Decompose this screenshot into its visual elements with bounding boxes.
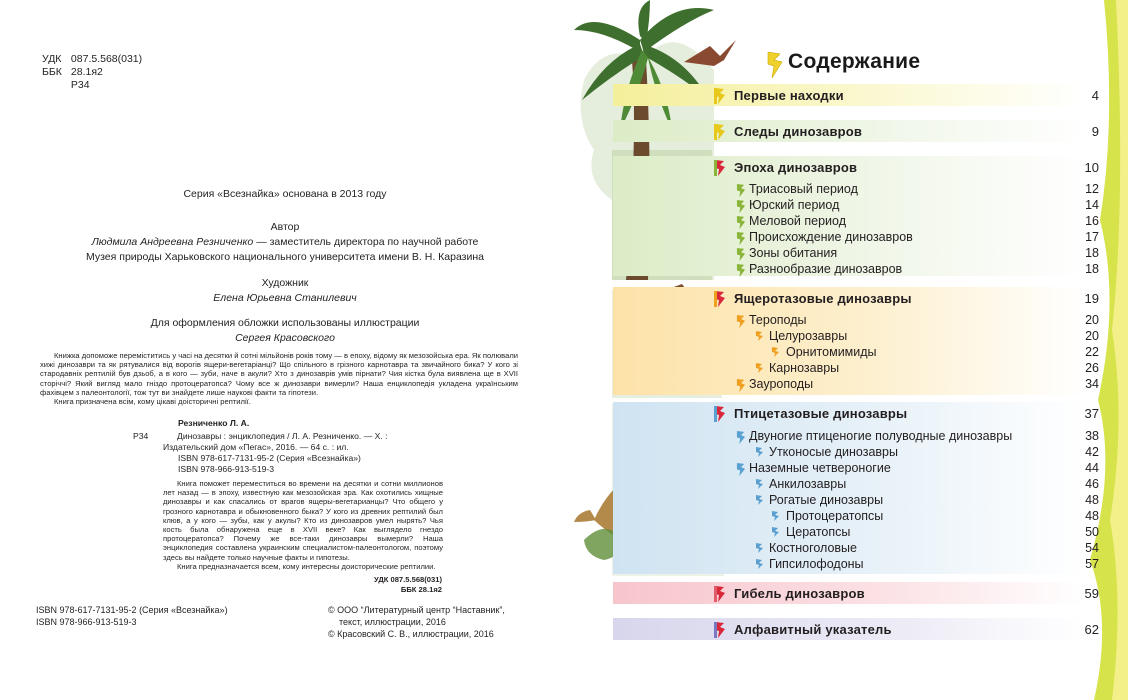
card-code: Р34: [133, 431, 149, 441]
toc-page-number: 14: [1085, 198, 1099, 212]
toc-entry[interactable]: [564, 461, 1128, 477]
toc-page-number: 48: [1085, 509, 1099, 523]
russian-audience: Книга предназначается всем, кому интересны доисторические рептилии.: [177, 561, 436, 571]
bbk-key: ББК: [42, 66, 62, 78]
toc-label: Утконосые динозавры: [769, 445, 898, 459]
toc-label: Орнитомимиды: [786, 345, 877, 359]
card-isbn-1: ISBN 978-617-7131-95-2 (Серия «Всезнайка»): [178, 453, 361, 463]
toc-label: Гибель динозавров: [734, 586, 865, 601]
toc-entry[interactable]: [564, 214, 1128, 230]
toc-label: Алфавитный указатель: [734, 622, 892, 637]
toc-bullet-icon: [714, 124, 726, 140]
toc-bullet-icon: [756, 543, 763, 553]
toc-entry[interactable]: [564, 445, 1128, 461]
toc-page-number: 19: [1084, 291, 1099, 306]
artist-name: Елена Юрьевна Станилевич: [213, 292, 357, 304]
toc-bullet-icon: [756, 495, 763, 505]
toc-label: Птицетазовые динозавры: [734, 406, 908, 421]
bbk-value: 28.1я2: [70, 66, 103, 78]
toc-label: Гипсилофодоны: [769, 557, 864, 571]
toc-page-number: 44: [1085, 461, 1099, 475]
russian-annotation: [163, 479, 443, 571]
toc-bullet-icon: [736, 184, 746, 197]
toc-page-number: 26: [1085, 361, 1099, 375]
toc-entry[interactable]: [564, 313, 1128, 329]
artist-heading: Художник: [261, 277, 309, 289]
contents-page: [564, 0, 1128, 700]
author-role: — заместитель директора по научной работе: [253, 236, 479, 248]
toc-bullet-icon: [756, 479, 763, 489]
toc-label: Карнозавры: [769, 361, 840, 375]
contents-title-text: Содержание: [788, 50, 921, 73]
toc-page-number: 20: [1085, 329, 1099, 343]
toc-label: Зауроподы: [749, 377, 814, 391]
toc-bullet-icon: [714, 160, 726, 176]
toc-label: Наземные четвероногие: [749, 461, 891, 475]
toc-chapter[interactable]: [564, 160, 1128, 176]
isbn-line: ISBN 978-617-7131-95-2 (Серия «Всезнайка»): [36, 605, 228, 615]
toc-bullet-icon: [736, 379, 746, 392]
toc-entry[interactable]: [564, 541, 1128, 557]
ukrainian-annotation: [40, 351, 518, 406]
toc-bullet-icon: [736, 431, 746, 444]
toc-entry[interactable]: [564, 477, 1128, 493]
toc-page-number: 62: [1084, 622, 1099, 637]
toc-page-number: 18: [1085, 262, 1099, 276]
toc-label: Костноголовые: [769, 541, 857, 555]
card-line: Динозавры : энциклопедия / Л. А. Резниченко. — Х. : Издательский дом «Пегас», 2016. — 64 с. : ил.: [163, 431, 388, 452]
toc-entry[interactable]: [564, 246, 1128, 262]
toc-chapter[interactable]: [564, 291, 1128, 307]
toc-bullet-icon: [714, 406, 726, 422]
udk-value: 087.5.568(031): [70, 53, 143, 65]
toc-page-number: 59: [1084, 586, 1099, 601]
toc-bullet-icon: [736, 200, 746, 213]
toc-bullet-icon: [736, 463, 746, 476]
author-heading: Автор: [270, 221, 300, 233]
toc-label: Происхождение динозавров: [749, 230, 913, 244]
toc-entry[interactable]: [564, 509, 1128, 525]
toc-bullet-icon: [772, 511, 779, 521]
toc-bullet-icon: [714, 291, 726, 307]
toc-chapter[interactable]: [564, 586, 1128, 602]
toc-entry[interactable]: [564, 377, 1128, 393]
card-bbk: ББК 28.1я2: [400, 585, 442, 594]
imprint-page: [0, 0, 560, 700]
toc-bullet-icon: [756, 331, 763, 341]
copyright-line: © ООО “Литературный центр “Наставник”,: [328, 605, 505, 615]
ukrainian-audience: Книга призначена всім, кому цікаві доісторичні рептилії.: [54, 397, 251, 407]
isbn-block: [36, 604, 228, 628]
toc-bullet-icon: [736, 315, 746, 328]
toc-entry[interactable]: [564, 329, 1128, 345]
toc-page-number: 38: [1085, 429, 1099, 443]
toc-entry[interactable]: [564, 493, 1128, 509]
card-classification: [350, 575, 442, 595]
isbn-line: ISBN 978-966-913-519-3: [36, 617, 137, 627]
toc-label: Меловой период: [749, 214, 847, 228]
card-isbn-2: ISBN 978-966-913-519-3: [178, 464, 275, 474]
toc-chapter[interactable]: [564, 88, 1128, 104]
toc-page-number: 48: [1085, 493, 1099, 507]
ukrainian-paragraph: Книжка допоможе переміститись у часі на десятки й сотні мільйонів років тому — в епоху, відому як мезозойська ера. Як полювали хижі динозаври та як рятувалися від ворогів ящери-вегетаріанці? Що спільного в грізного карнотавра та звичайного бика? У кого зі стародавніх рептилій був дзьоб, а в кого — зуби, наче в акули? Хто з динозаврів умів пірнати? Чия кістка була виявлена ще в XVII сторіччі? Який вигляд мало гніздо протоцератопса? Чому все ж динозаври вимерли? Наша енциклопедія укладена українським фахівцем з палеонтології, тож тут ви знайдете лише наукові факти та гіпотези.: [40, 351, 518, 397]
toc-label: Цератопсы: [786, 525, 851, 539]
toc-page-number: 17: [1085, 230, 1099, 244]
toc-page-number: 10: [1084, 160, 1099, 175]
toc-chapter[interactable]: [564, 406, 1128, 422]
copyright-block: [328, 604, 505, 640]
udk-key: УДК: [42, 53, 62, 65]
toc-label: Ящеротазовые динозавры: [734, 291, 912, 306]
toc-bullet-icon: [736, 248, 746, 261]
toc-chapter[interactable]: [564, 124, 1128, 140]
toc-page-number: 37: [1084, 406, 1099, 421]
toc-bullet-icon: [772, 527, 779, 537]
toc-label: Целурозавры: [769, 329, 848, 343]
catalog-card: [163, 431, 443, 475]
toc-bullet-icon: [756, 363, 763, 373]
toc-label: Триасовый период: [749, 182, 858, 196]
toc-entry[interactable]: [564, 525, 1128, 541]
toc-entry[interactable]: [564, 557, 1128, 573]
toc-label: Зоны обитания: [749, 246, 838, 260]
toc-page-number: 34: [1085, 377, 1099, 391]
card-author: Резниченко Л. А.: [178, 418, 250, 428]
toc-chapter[interactable]: [564, 622, 1128, 638]
toc-entry[interactable]: [564, 182, 1128, 198]
toc-page-number: 18: [1085, 246, 1099, 260]
artist-block: [60, 276, 510, 306]
copyright-line: текст, иллюстрации, 2016: [339, 617, 446, 627]
toc-bullet-icon: [756, 447, 763, 457]
toc-entry[interactable]: [564, 361, 1128, 377]
toc-page-number: 54: [1085, 541, 1099, 555]
card-udk: УДК 087.5.568(031): [373, 575, 442, 584]
toc-bullet-icon: [714, 622, 726, 638]
udk-block: [42, 53, 142, 92]
title-bookmark-icon: [766, 52, 784, 78]
toc-page-number: 9: [1091, 124, 1099, 139]
toc-entry[interactable]: [564, 262, 1128, 278]
toc-page-number: 57: [1085, 557, 1099, 571]
russian-paragraph: Книга поможет переместиться во времени на десятки и сотни миллионов лет назад — в эпоху, известную как мезозойская эра. Как охотились хищные динозавры и как спасались от врагов ящеры-вегетарианцы? Что общего у грозного карнотавра и обыкновенного быка? У кого из древних рептилий был клюв, а у кого — зубы, как у акулы? Кто из динозавров умел нырять? Чья кость была обнаружена еще в XVII веке? Как выглядело гнездо протоцератопса? Почему же все-таки динозавры вымерли? Наша энциклопедия составлена украинским специалистом-палеонтологом, поэтому здесь вы найдете только научные факты и гипотезы.: [163, 479, 443, 562]
cover-name: Сергея Красовского: [235, 332, 335, 344]
toc-page-number: 50: [1085, 525, 1099, 539]
toc-entry[interactable]: [564, 345, 1128, 361]
toc-entry[interactable]: [564, 230, 1128, 246]
toc-bullet-icon: [756, 559, 763, 569]
toc-page-number: 42: [1085, 445, 1099, 459]
toc-label: Первые находки: [734, 88, 844, 103]
author-code: Р34: [70, 79, 90, 91]
toc-bullet-icon: [736, 264, 746, 277]
toc-page-number: 4: [1091, 88, 1099, 103]
toc-bullet-icon: [714, 586, 726, 602]
toc-label: Протоцератопсы: [786, 509, 884, 523]
toc-label: Эпоха динозавров: [734, 160, 858, 175]
series-note: Серия «Всезнайка» основана в 2013 году: [183, 188, 387, 200]
toc-entry[interactable]: [564, 198, 1128, 214]
contents-title: [788, 50, 920, 74]
author-block: [60, 220, 510, 265]
toc-label: Разнообразие динозавров: [749, 262, 903, 276]
toc-label: Тероподы: [749, 313, 807, 327]
cover-heading: Для оформления обложки использованы иллюстрации: [150, 317, 420, 329]
toc-page-number: 46: [1085, 477, 1099, 491]
toc-page-number: 20: [1085, 313, 1099, 327]
author-role-2: Музея природы Харьковского национального университета имени В. Н. Каразина: [86, 251, 484, 263]
toc-label: Анкилозавры: [769, 477, 847, 491]
toc-bullet-icon: [736, 216, 746, 229]
toc-page-number: 16: [1085, 214, 1099, 228]
toc-label: Рогатые динозавры: [769, 493, 884, 507]
toc-label: Юрский период: [749, 198, 840, 212]
toc-page-number: 12: [1085, 182, 1099, 196]
author-name: Людмила Андреевна Резниченко: [91, 236, 254, 248]
toc-label: Двуногие птиценогие полуводные динозавры: [749, 429, 1013, 443]
toc-label: Следы динозавров: [734, 124, 863, 139]
toc-page-number: 22: [1085, 345, 1099, 359]
toc-bullet-icon: [736, 232, 746, 245]
toc-bullet-icon: [714, 88, 726, 104]
copyright-line: © Красовский С. В., иллюстрации, 2016: [328, 629, 494, 639]
toc-bullet-icon: [772, 347, 779, 357]
cover-block: [60, 316, 510, 346]
toc-entry[interactable]: [564, 429, 1128, 445]
